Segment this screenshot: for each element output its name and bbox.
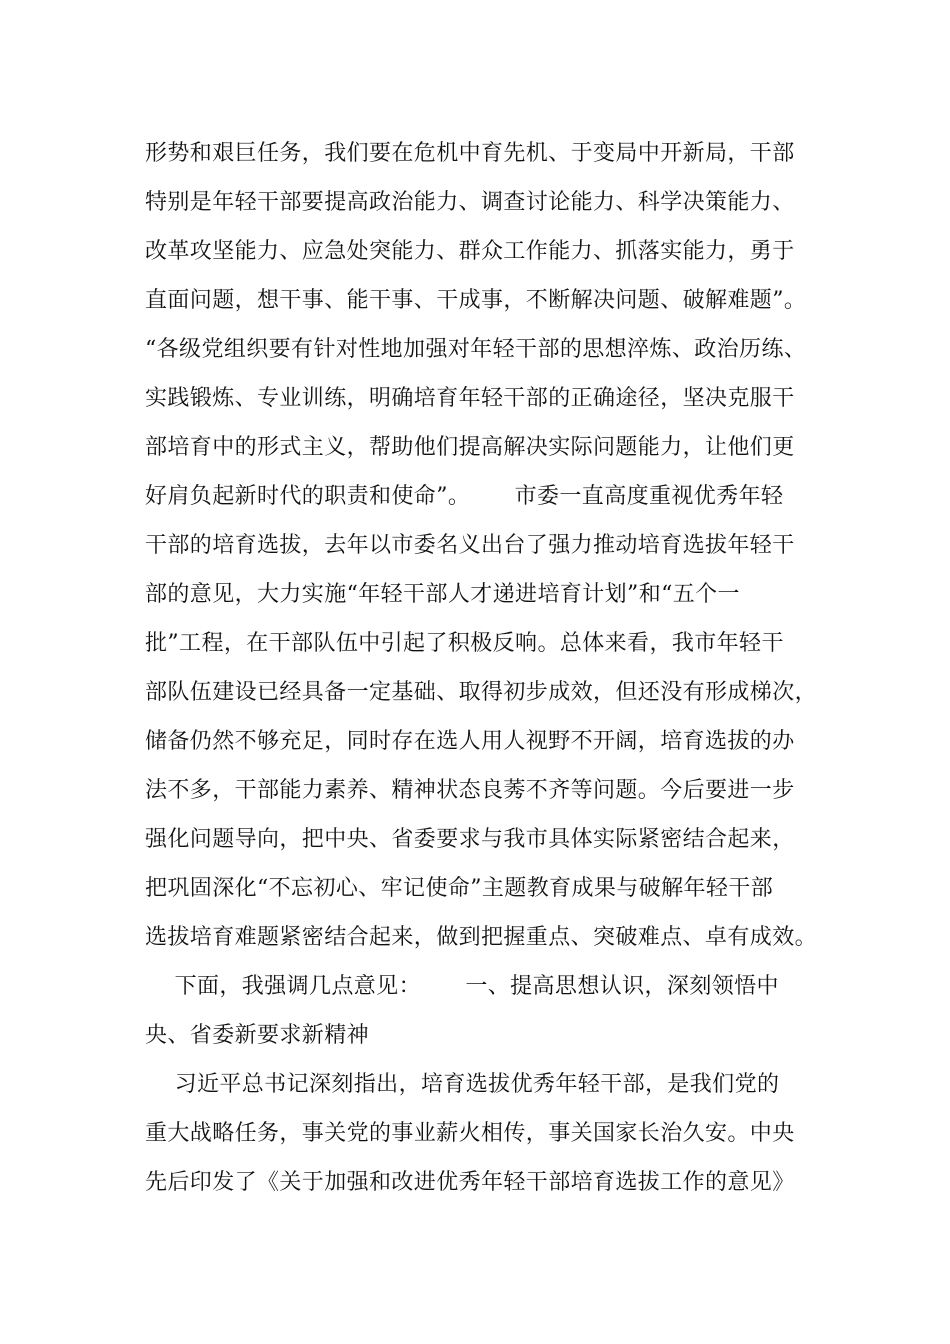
text-line: 批”工程，在干部队伍中引起了积极反响。总体来看，我市年轻干 xyxy=(145,631,784,656)
text-line: 储备仍然不够充足，同时存在选人用人视野不开阔，培育选拔的办 xyxy=(145,729,795,754)
text-line: “各级党组织要有针对性地加强对年轻干部的思想淬炼、政治历练、 xyxy=(145,337,807,362)
text-line: 改革攻坚能力、应急处突能力、群众工作能力、抓落实能力，勇于 xyxy=(145,239,795,264)
text-line: 实践锻炼、专业训练，明确培育年轻干部的正确途径，坚决克服干 xyxy=(145,386,795,411)
text-line: 部培育中的形式主义，帮助他们提高解决实际问题能力，让他们更 xyxy=(145,435,795,460)
body-text xyxy=(145,129,825,1207)
text-line: 选拔培育难题紧密结合起来，做到把握重点、突破难点、卓有成效。 xyxy=(145,925,818,950)
text-line: 好肩负起新时代的职责和使命”。 市委一直高度重视优秀年轻 xyxy=(145,484,784,509)
text-line: 强化问题导向，把中央、省委要求与我市具体实际紧密结合起来， xyxy=(145,827,795,852)
text-line: 央、省委新要求新精神 xyxy=(145,1023,370,1048)
text-line: 特别是年轻干部要提高政治能力、调查讨论能力、科学决策能力、 xyxy=(145,190,795,215)
text-line: 习近平总书记深刻指出，培育选拔优秀年轻干部，是我们党的 xyxy=(145,1072,780,1097)
text-line: 先后印发了《关于加强和改进优秀年轻干部培育选拔工作的意见》 xyxy=(145,1170,795,1195)
text-line: 形势和艰巨任务，我们要在危机中育先机、于变局中开新局，干部 xyxy=(145,141,795,166)
text-line: 干部的培育选拔，去年以市委名义出台了强力推动培育选拔年轻干 xyxy=(145,533,795,558)
text-line: 直面问题，想干事、能干事、干成事，不断解决问题、破解难题”。 xyxy=(145,288,807,313)
text-line: 下面，我强调几点意见： 一、提高思想认识，深刻领悟中 xyxy=(145,974,779,999)
text-line: 法不多，干部能力素养、精神状态良莠不齐等问题。今后要进一步 xyxy=(145,778,795,803)
text-line: 把巩固深化“不忘初心、牢记使命”主题教育成果与破解年轻干部 xyxy=(145,876,774,901)
text-line: 部的意见，大力实施“年轻干部人才递进培育计划”和“五个一 xyxy=(145,582,740,607)
text-line: 部队伍建设已经具备一定基础、取得初步成效，但还没有形成梯次， xyxy=(145,680,818,705)
text-line: 重大战略任务，事关党的事业薪火相传，事关国家长治久安。中央 xyxy=(145,1121,795,1146)
